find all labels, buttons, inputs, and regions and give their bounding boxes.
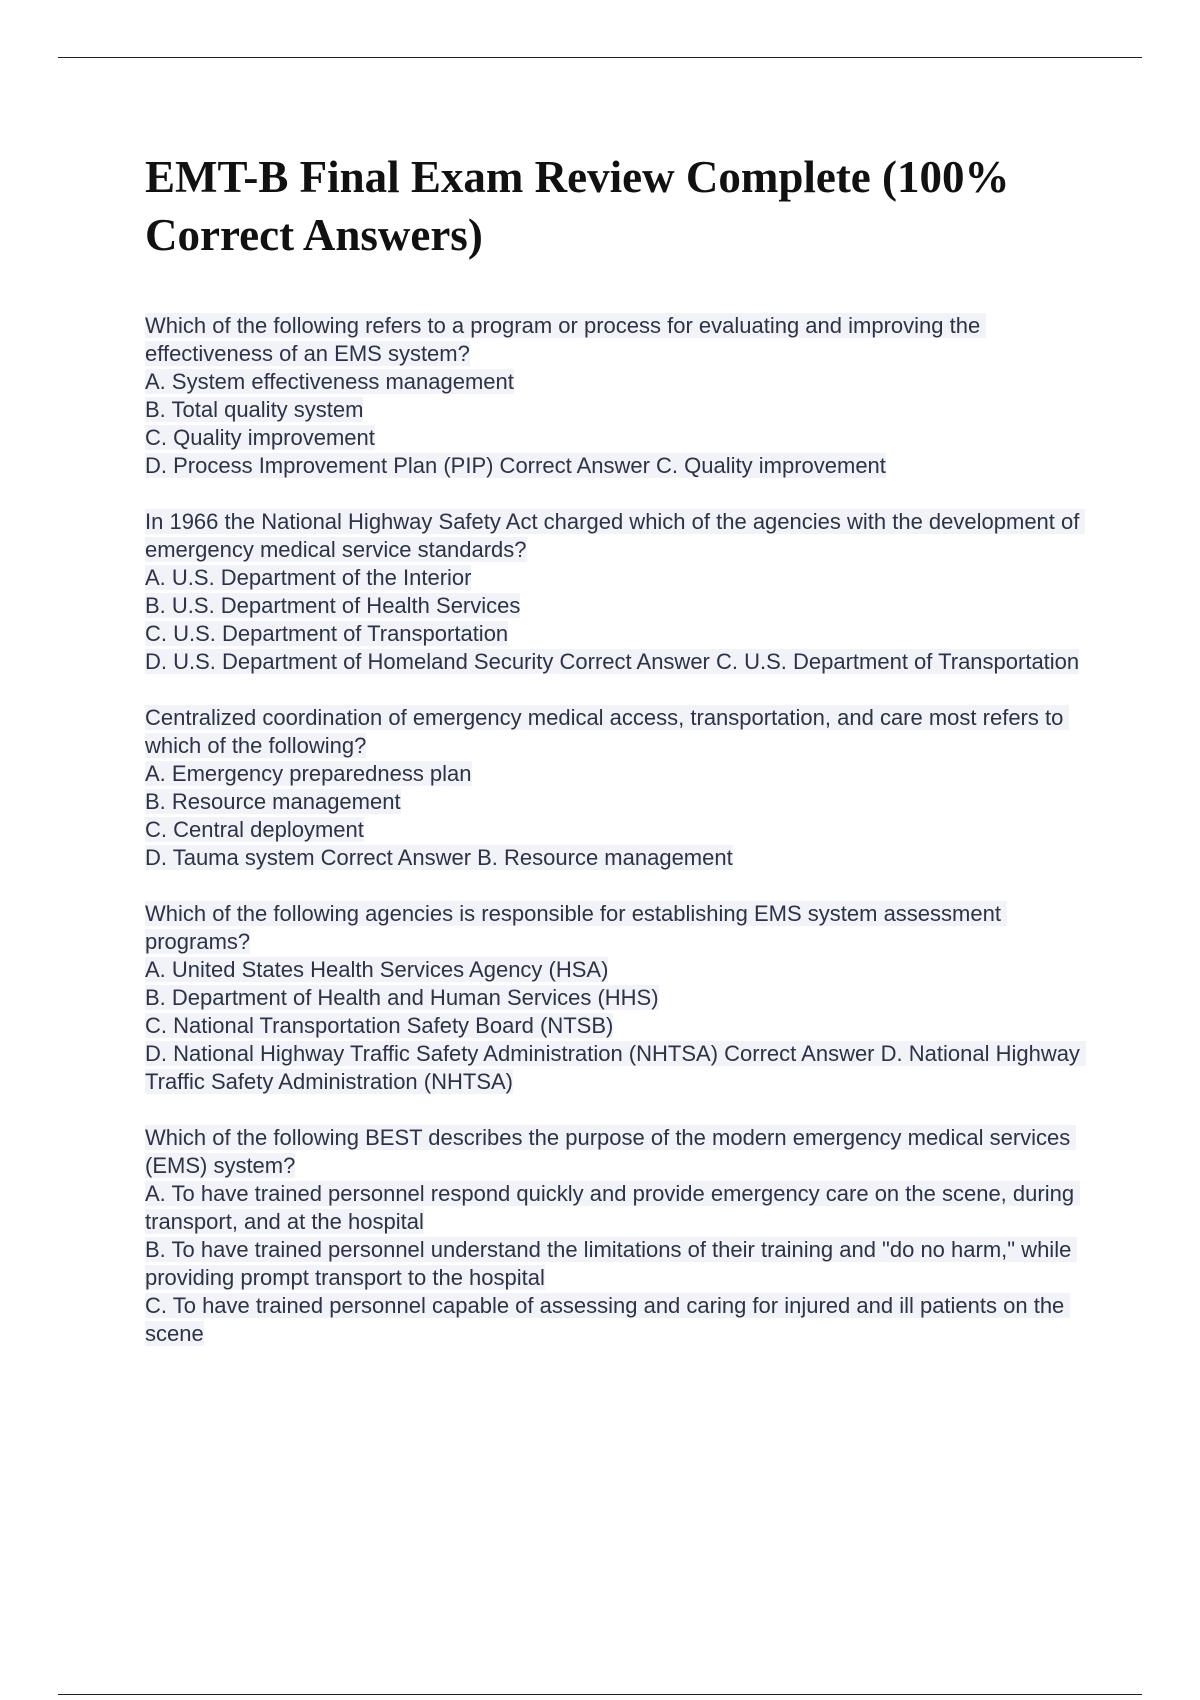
answer-option-with-correct-answer: D. U.S. Department of Homeland Security Correct Answer C. U.S. Department of Transportation [145,649,1080,674]
answer-option: A. Emergency preparedness plan [145,761,472,786]
answer-option: A. U.S. Department of the Interior [145,565,472,590]
question-block [145,900,1095,1096]
answer-option: B. Department of Health and Human Services (HHS) [145,985,659,1010]
question-prompt: Centralized coordination of emergency medical access, transportation, and care most refers to which of the following? [145,705,1070,758]
question-block [145,508,1095,676]
bottom-rule [58,1694,1142,1695]
answer-option: B. To have trained personnel understand the limitations of their training and "do no harm," while providing prompt transport to the hospital [145,1237,1078,1290]
answer-option: A. To have trained personnel respond quickly and provide emergency care on the scene, during transport, and at the hospital [145,1181,1081,1234]
answer-option-with-correct-answer: D. Tauma system Correct Answer B. Resource management [145,845,733,870]
answer-option-with-correct-answer: D. Process Improvement Plan (PIP) Correct Answer C. Quality improvement [145,453,886,478]
answer-option: C. Central deployment [145,817,364,842]
question-prompt: Which of the following agencies is responsible for establishing EMS system assessment programs? [145,901,1008,954]
question-list [145,312,1095,1376]
answer-option: B. Total quality system [145,397,364,422]
question-block [145,1124,1095,1348]
answer-option: B. U.S. Department of Health Services [145,593,521,618]
question-prompt: In 1966 the National Highway Safety Act charged which of the agencies with the development of emergency medical service standards? [145,509,1086,562]
question-prompt: Which of the following refers to a program or process for evaluating and improving the effectiveness of an EMS system? [145,313,987,366]
question-block [145,704,1095,872]
top-rule [58,57,1142,58]
answer-option: C. U.S. Department of Transportation [145,621,509,646]
question-prompt: Which of the following BEST describes the purpose of the modern emergency medical services (EMS) system? [145,1125,1077,1178]
question-block [145,312,1095,480]
answer-option: A. System effectiveness management [145,369,514,394]
answer-option: C. To have trained personnel capable of assessing and caring for injured and ill patients on the scene [145,1293,1071,1346]
page-title: EMT-B Final Exam Review Complete (100% Correct Answers) [145,152,1010,260]
answer-option: B. Resource management [145,789,401,814]
answer-option-with-correct-answer: D. National Highway Traffic Safety Administration (NHTSA) Correct Answer D. National Highway Traffic Safety Administration (NHTSA) [145,1041,1086,1094]
answer-option: C. Quality improvement [145,425,375,450]
answer-option: C. National Transportation Safety Board (NTSB) [145,1013,614,1038]
answer-option: A. United States Health Services Agency (HSA) [145,957,609,982]
